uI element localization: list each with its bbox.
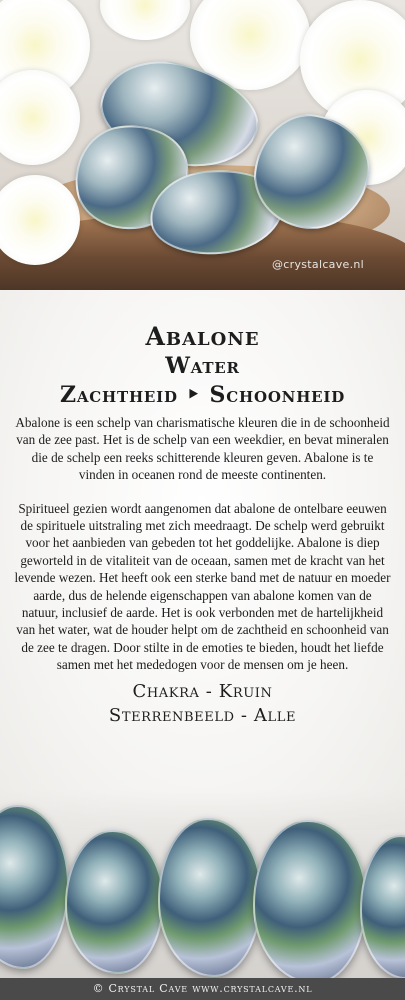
flower-image [100,0,190,40]
abalone-shell [253,820,367,980]
abalone-shell [65,830,164,974]
zodiac-line: Sterrenbeeld - Alle [108,704,297,726]
copyright-symbol: © [92,982,105,995]
abalone-shell [0,805,69,969]
abalone-shell [158,818,262,977]
abalone-shell [360,835,405,979]
top-photo-abalone-shells [0,0,405,305]
element-subtitle: Water [165,353,240,379]
keywords-line: Zachtheid ‣ Schoonheid [59,382,346,408]
watermark: @crystalcave.nl [272,258,365,271]
body-paragraph: Spiritueel gezien wordt aangenomen dat abalone de ontelbare eeuwen de spirituele uitstraling met zich meedraagt. De schelp werd gebruikt voor het aanbieden van gebeden tot het goddelijke. Abalone is diep geworteld in de vitaliteit van de oceaan, samen met de kracht van het levende wezen. Het heeft ook een sterke band met de natuur en moeder aarde, dus de helende eigenschappen van abalone komen van de natuur, inclusief de aarde. Het is ook verbonden met de hartelijkheid van het water, wat de houder helpt om de zachtheid en schoonheid van de zee te dragen. Door stilte in de emoties te bieden, houdt het liefde samen met het mededogen voor de mensen om je heen. [14,500,391,673]
footer-bar [0,978,405,1000]
bottom-photo-abalone-shells [0,790,405,980]
text-block [0,322,405,728]
attributes [0,680,405,728]
footer-text: Crystal Cave www.crystalcave.nl [108,982,313,995]
chakra-line: Chakra - Kruin [132,680,273,702]
intro-paragraph: Abalone is een schelp van charismatische kleuren die in de schoonheid van de zee past. Het is de schelp van een weekdier, en bevat mineralen die de schelp een reeks schitterende kleuren geven. Abalone is te vinden in oceanen rond de meeste continenten. [15,415,390,483]
stone-title: Abalone [145,322,260,351]
